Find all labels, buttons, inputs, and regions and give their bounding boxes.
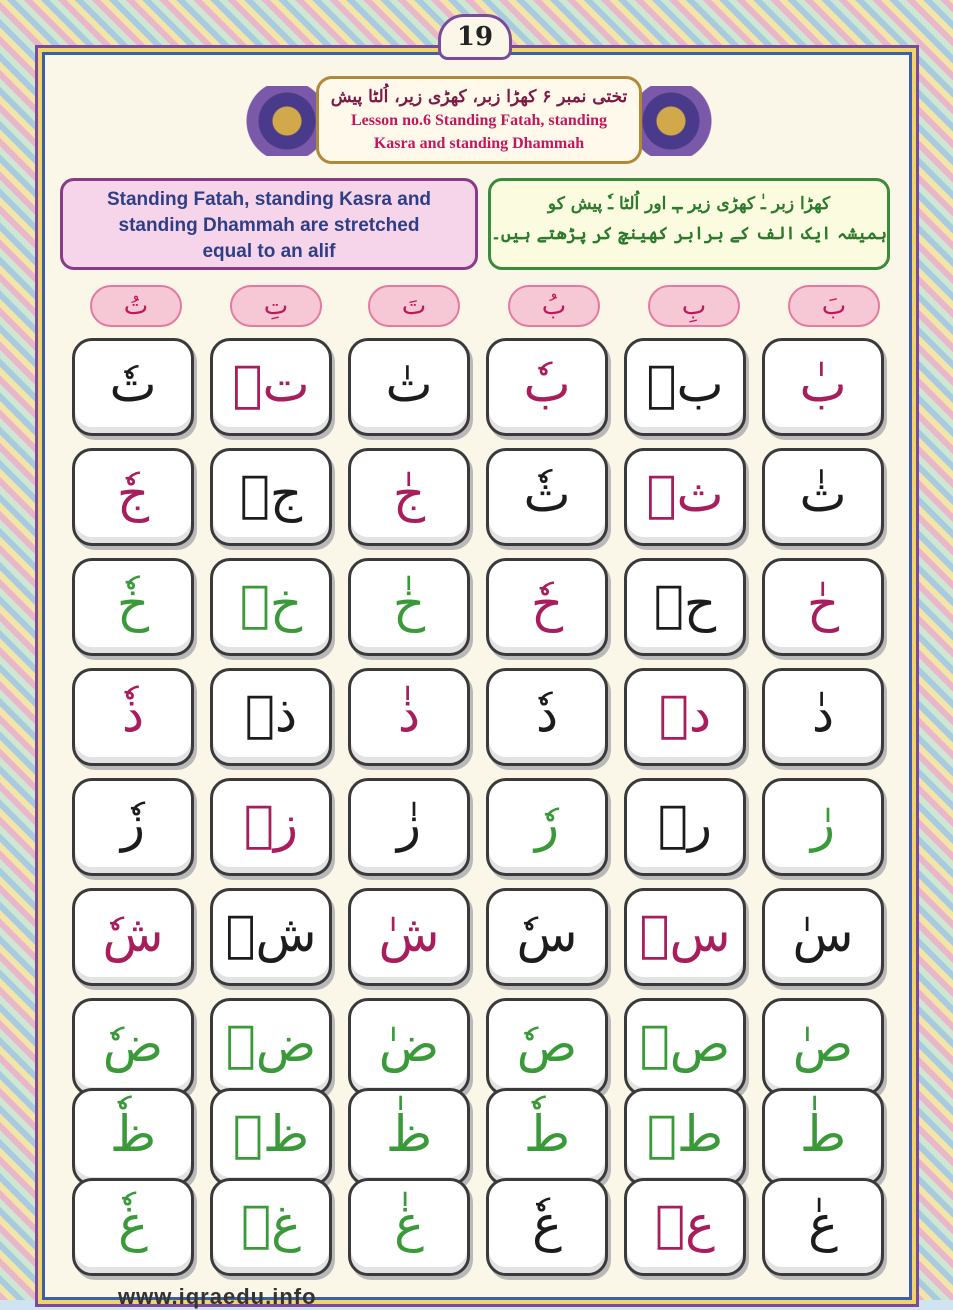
letter-tile: ثٗ [486,448,608,546]
letter-tile: ذٖ [210,668,332,766]
letter-tile: غٗ [72,1178,194,1276]
letter-tile: جٗ [72,448,194,546]
header-label: تَ [368,285,460,327]
title-english-line2: Kasra and standing Dhammah [373,135,585,152]
letter-tile: ذٗ [72,668,194,766]
letter-tile: حٗ [486,558,608,656]
letter-tile: شٗ [72,888,194,986]
letter-tile: ذٰ [348,668,470,766]
letter-tile: زٖ [210,778,332,876]
letter-tile: ظٰ [348,1088,470,1186]
header-label: تُ [90,285,182,327]
letter-tile: خٗ [72,558,194,656]
letter-tile: رٗ [486,778,608,876]
letter-tile: غٰ [348,1178,470,1276]
info-english-line2: standing Dhammah are stretched [118,215,420,236]
letter-tile: طٰ [762,1088,884,1186]
letter-tile: طٗ [486,1088,608,1186]
letter-tile: بٗ [486,338,608,436]
letter-tile: ثٖ [624,448,746,546]
page-number: 19 [438,14,512,60]
letter-tile: رٰ [762,778,884,876]
info-urdu-box [488,178,890,270]
header-label: بِ [648,285,740,327]
letter-tile: دٰ [762,668,884,766]
letter-tile: خٰ [348,558,470,656]
letter-tile: عٗ [486,1178,608,1276]
info-urdu-line2: ہمیشہ ایک الف کے برابر کھینچ کر پڑھتے ہیں۔ [491,224,887,244]
letter-tile: عٖ [624,1178,746,1276]
title-box [316,76,642,164]
letter-tile: حٰ [762,558,884,656]
letter-tile: دٖ [624,668,746,766]
letter-tile: ثٰ [762,448,884,546]
header-label: بُ [508,285,600,327]
letter-tile: تٖ [210,338,332,436]
letter-tile: طٖ [624,1088,746,1186]
letter-tile: ضٗ [72,998,194,1096]
letter-tile: زٰ [348,778,470,876]
letter-tile: صٖ [624,998,746,1096]
letter-tile: تٗ [72,338,194,436]
title-banner [244,76,714,166]
letter-tile: حٖ [624,558,746,656]
letter-tile: جٖ [210,448,332,546]
info-english-line1: Standing Fatah, standing Kasra and [106,189,432,210]
title-english-line1: Lesson no.6 Standing Fatah, standing [350,112,608,129]
letter-tile: سٗ [486,888,608,986]
letter-tile: سٰ [762,888,884,986]
letter-tile: بٰ [762,338,884,436]
header-label: بَ [788,285,880,327]
letter-tile: ظٖ [210,1088,332,1186]
letter-tile: جٰ [348,448,470,546]
letter-tile: سٖ [624,888,746,986]
letter-tile: ظٗ [72,1088,194,1186]
letter-tile: شٰ [348,888,470,986]
letter-tile: صٰ [762,998,884,1096]
letter-tile: عٰ [762,1178,884,1276]
letter-tile: صٗ [486,998,608,1096]
letter-tile: زٗ [72,778,194,876]
letter-tile: شٖ [210,888,332,986]
letter-tile: ضٰ [348,998,470,1096]
letter-tile: خٖ [210,558,332,656]
letter-tile: تٰ [348,338,470,436]
letter-tile: رٖ [624,778,746,876]
letter-tile: غٖ [210,1178,332,1276]
letter-tile: دٗ [486,668,608,766]
letter-tile: بٖ [624,338,746,436]
header-label: تِ [230,285,322,327]
info-urdu-line1: کھڑا زبر ـٰ کھڑی زیر ـٖ اور اُلٹا ـٗ پیش کو [547,194,831,214]
letter-tile: ضٖ [210,998,332,1096]
info-english-box [60,178,478,270]
info-english-line3: equal to an alif [202,241,336,262]
title-urdu: تختی نمبر ۶ کھڑا زبر، کھڑی زیر، اُلٹا پیش [330,87,628,107]
website-url: www.iqraedu.info [118,1284,317,1309]
